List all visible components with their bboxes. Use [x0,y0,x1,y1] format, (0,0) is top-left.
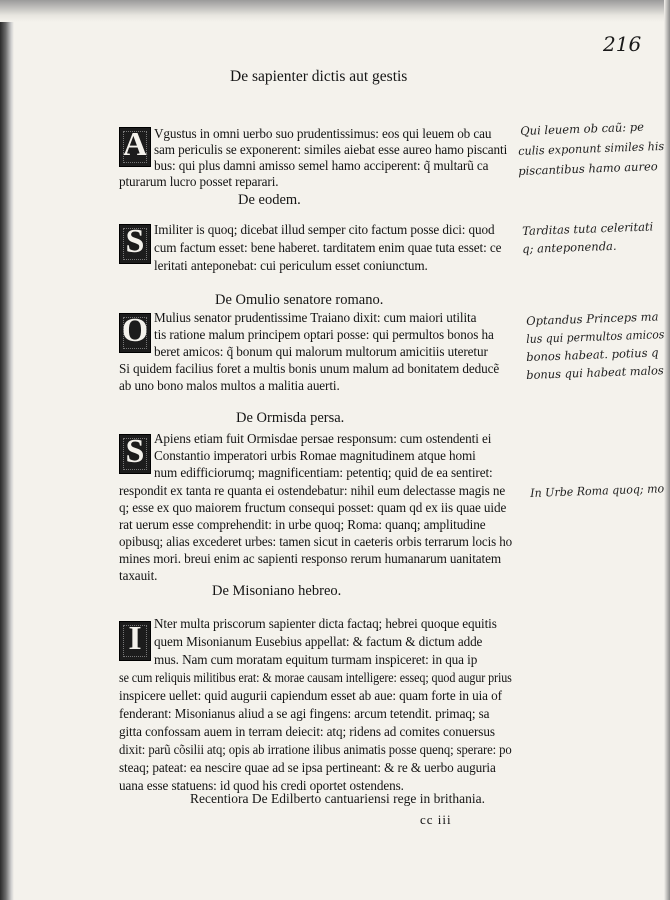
initial-capital-s: S [119,434,151,474]
section-heading: De Omulio senatore romano. [215,292,384,308]
text-line: gitta confossam auem in terram deiecit: atq; ridens ad comites conuersus [119,724,495,739]
margin-note: Tarditas tuta celeritati [522,219,654,238]
margin-note: lus qui permultos amicos [526,327,665,346]
margin-note: q; anteponenda. [522,238,617,256]
text-line: fenderant: Misonianus aliud a se agi fingens: arcum tetendit. primaq; sa [119,706,490,721]
text-line: uana esse statuens: id quod his credi oportet ostendens. [119,778,404,793]
section-heading: De Ormisda persa. [236,410,345,426]
binding-shadow [0,0,14,900]
text-line: respondit ex tanta re quanta ei ostendebatur: nihil eum delectasse magis ne [119,483,506,498]
text-line: mus. Nam cum moratam equitum turmam inspiceret: in qua ip [154,652,478,667]
text-line: cum factum esset: bene haberet. tarditatem enim quae tuta esset: ce [154,240,502,255]
right-edge-shadow [664,0,670,900]
text-line: quem Misonianum Eusebius appellat: & factum & dictum adde [154,634,483,649]
initial-capital-i: I [119,621,151,661]
text-line: steaq; pateat: ea nescire quae ad se ipsa pertineant: & re & uerbo auguria [119,760,496,775]
text-line: leritati anteponebat: cui periculum esset coniunctum. [154,258,428,273]
text-line: q; esse ex quo maiorem fructum consequi posset: quam qd ex iis quae uide [119,500,507,515]
margin-note: culis exponunt similes his [518,138,665,158]
folio-number: 216 [603,32,642,56]
signature-mark: cc iii [420,812,452,827]
margin-note: In Urbe Roma quoq; mo [530,481,665,500]
text-line: Si quidem facilius foret a multis bonis unum malum ad bonitatem deducẽ [119,361,500,376]
text-line: num edifficiorumq; magnificentiam: petentiq; quid de ea sentiret: [154,465,493,480]
margin-note: bonos habeat. potius q [526,345,659,364]
text-line: Constantio imperatori urbis Romae magnitudinem atque homi [154,448,476,463]
initial-capital-a: A [119,127,151,167]
text-line: Mulius senator prudentissime Traiano dixit: cum maiori utilita [154,310,477,325]
text-line: pturarum lucro posset reparari. [119,174,279,189]
text-line: ab uno bono malos multos a malitia auerti. [119,378,340,393]
text-line: se cum reliquis militibus erat: & morae causam intelligere: esseq; quod augur prius [119,670,512,685]
text-line: dixit: parũ cõsilii atq; opis ab irratione ilibus animatis posse quenq; sperare: po [119,742,512,757]
section-heading: De Misoniano hebreo. [212,583,342,599]
text-line: beret amicos: q̃ bonum qui malorum multorum amicitiis uteretur [154,344,488,359]
margin-note: Optandus Princeps ma [526,309,659,328]
initial-capital-s: S [119,224,151,264]
text-line: bus: qui plus damni amisso semel hamo acciperent: q̃ multarũ ca [154,158,489,173]
text-line: Apiens etiam fuit Ormisdae persae responsum: cum ostendenti ei [154,431,492,446]
margin-note: Qui leuem ob caũ: pe [520,119,645,138]
section-heading: De eodem. [238,192,301,208]
text-line: tis ratione malum principem optari posse: qui permultos bonos ha [154,327,494,342]
text-line: Vgustus in omni uerbo suo prudentissimus: eos qui leuem ob cau [154,126,492,141]
text-line: opibusq; alias excederet urbes: tamen sicut in caeteris orbis terrarum locis ho [119,534,513,549]
closing-heading: Recentiora De Edilberto cantuariensi rege in brithania. [190,791,486,806]
top-edge-shadow [0,0,670,22]
text-line: Imiliter is quoq; dicebat illud semper cito factum posse dici: quod [154,222,495,237]
text-line: sam periculis se exponerent: similes aiebat esse aureo hamo piscanti [154,142,508,157]
text-line: inspicere uellet: quid augurii capiendum esset ab aue: quam forte in uia of [119,688,502,703]
margin-note: bonus qui habeat malos [526,363,665,382]
text-line: Nter multa priscorum sapienter dicta factaq; hebrei quoque equitis [154,616,497,631]
text-line: taxauit. [119,568,158,583]
margin-note: piscantibus hamo aureo [518,159,658,178]
text-line: mines mori. breui enim ac sapienti responso rerum humanarum uanitatem [119,551,502,566]
running-head: De sapienter dictis aut gestis [230,68,408,85]
initial-capital-o: O [119,313,151,353]
text-line: rat uerum esse comprehendit: in urbe quoq; Roma: quanq; amplitudine [119,517,486,532]
